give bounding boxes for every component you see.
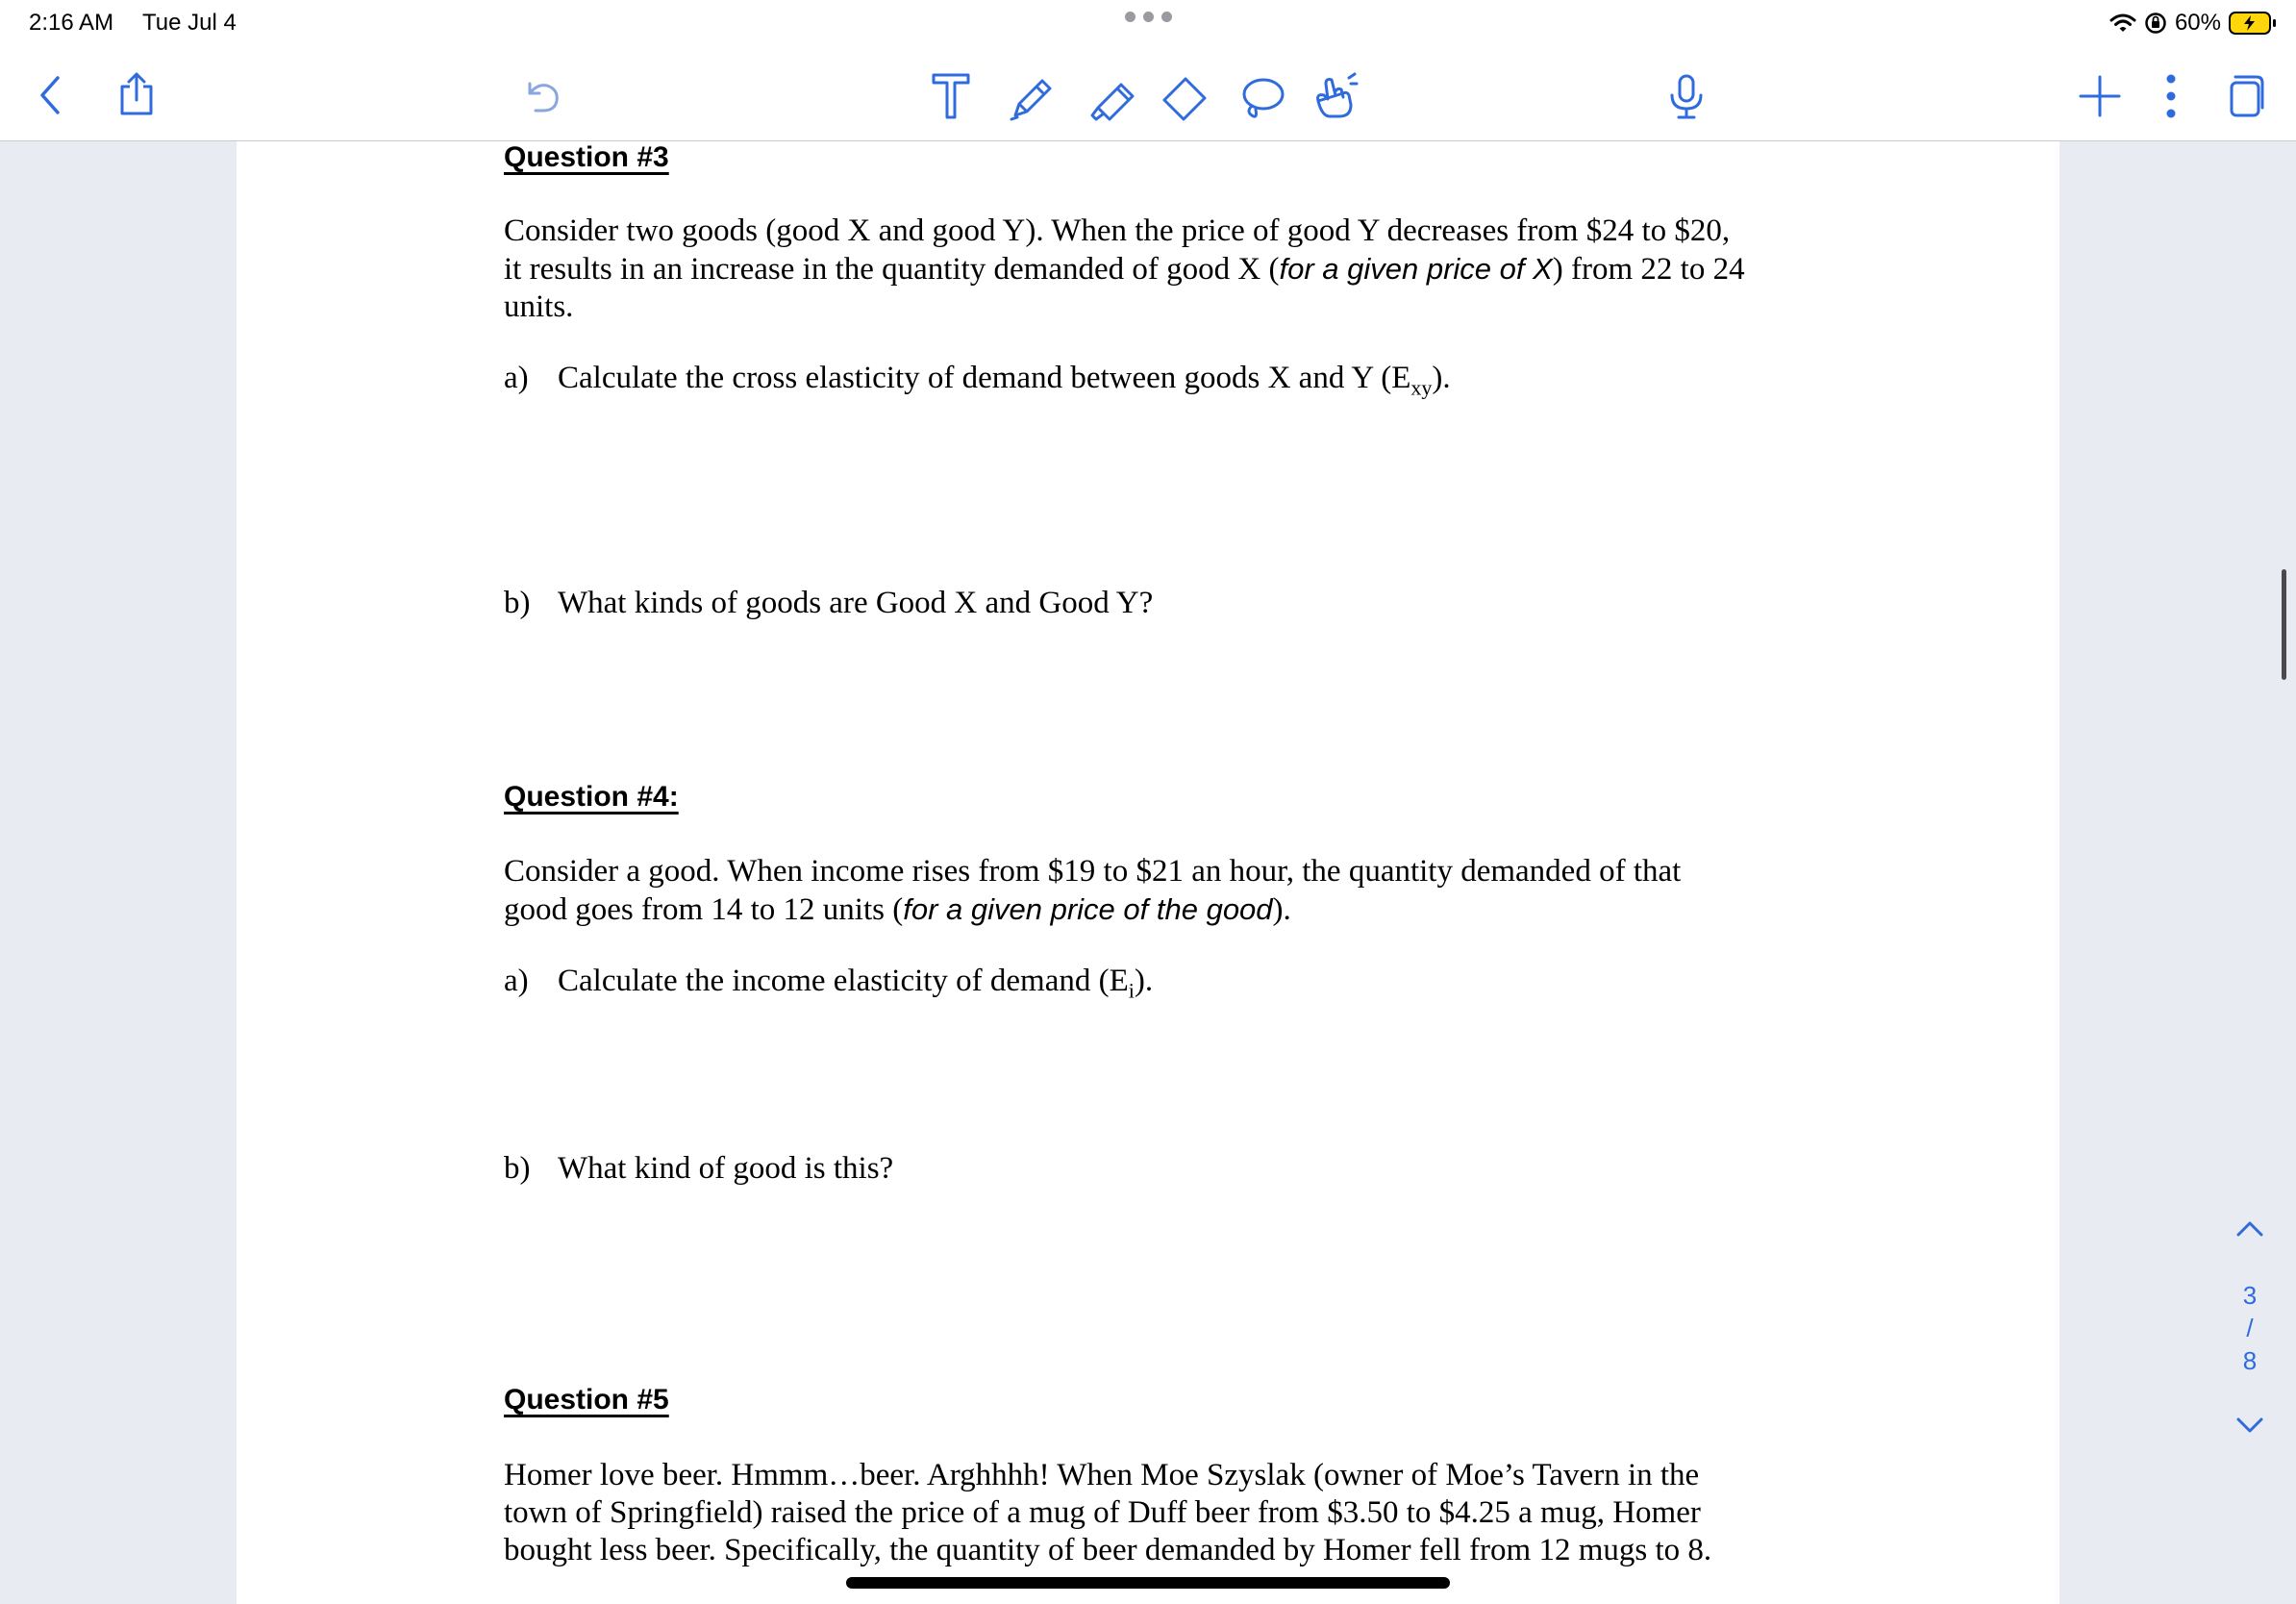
pointer-tool-button[interactable] [1308,69,1363,125]
document-content [237,141,2059,1604]
total-pages: 8 [2242,1346,2258,1375]
undo-icon [524,80,562,114]
wifi-icon [2109,13,2136,34]
status-date: Tue Jul 4 [142,10,237,36]
q5-paragraph [504,1457,1850,1569]
q3-line-2: it results in an increase in the quantity demanded of good X (for a given price of X) from 22 to 24 [504,252,1745,287]
q5-heading: Question #5 [504,1384,669,1416]
page-separator: / [2246,1314,2254,1342]
undo-button[interactable] [519,73,567,121]
scroll-indicator[interactable] [2282,569,2286,680]
back-button[interactable] [27,71,75,119]
pen-icon [1008,73,1058,123]
next-page-icon[interactable] [2236,1417,2263,1435]
q3-line-1: Consider two goods (good X and good Y). When the price of good Y decreases from $24 to $20, [504,213,1731,248]
microphone-icon [1667,72,1706,122]
eraser-tool-button[interactable] [1158,71,1211,125]
q4-paragraph [504,853,1850,929]
pen-tool-button[interactable] [1006,71,1060,125]
home-indicator[interactable] [846,1577,1450,1589]
orientation-lock-icon [2144,12,2167,35]
battery-charging-icon [2229,12,2271,35]
lasso-tool-button[interactable] [1235,71,1288,125]
pages-button[interactable] [2217,69,2271,123]
multitasking-dots-icon[interactable] [1125,12,1179,27]
lasso-icon [1236,73,1286,123]
q3-line-3: units. [504,289,574,324]
previous-page-icon[interactable] [2236,1219,2263,1237]
status-indicators [2109,7,2271,39]
toolbar [0,46,2296,141]
highlighter-tool-button[interactable] [1086,71,1140,125]
back-chevron-icon [37,74,65,116]
q4-part-b: b) What kind of good is this? [504,1151,894,1186]
add-icon [2078,74,2122,118]
status-bar [0,0,2296,46]
text-tool-icon [930,71,972,121]
more-vertical-icon [2165,73,2177,119]
q3-paragraph [504,213,1850,326]
q5-line-3: bought less beer. Specifically, the quantity of beer demanded by Homer fell from 12 mugs to 8. [504,1533,1712,1567]
q4-line-1: Consider a good. When income rises from $19 to $21 an hour, the quantity demanded of that [504,854,1682,889]
q5-line-1: Homer love beer. Hmmm…beer. Arghhhh! When Moe Szyslak (owner of Moe’s Tavern in the [504,1458,1700,1492]
highlighter-icon [1088,73,1138,123]
q3-part-a: a) Calculate the cross elasticity of demand between goods X and Y $(E_{xy})$. [504,361,1451,400]
q5-line-2: town of Springfield) raised the price of a mug of Duff beer from $3.50 to $4.25 a mug, Homer [504,1495,1701,1530]
q4-heading: Question #4: [504,781,679,813]
q3-heading: Question #3 [504,141,669,173]
more-button[interactable] [2152,69,2190,123]
eraser-icon [1159,73,1210,123]
hand-pointer-icon [1310,72,1360,122]
text-tool-button[interactable] [925,69,977,123]
page-navigator [2231,1219,2269,1439]
q3-part-b: b) What kinds of goods are Good X and Good Y? [504,586,1154,620]
q4-part-a: a) Calculate the income elasticity of demand $(E_i)$. [504,964,1154,1003]
q4-line-2: good goes from 14 to 12 units (for a given price of the good). [504,892,1291,927]
microphone-button[interactable] [1660,69,1713,125]
add-button[interactable] [2073,69,2127,123]
status-time: 2:16 AM [29,10,114,36]
current-page-number: 3 [2242,1281,2258,1310]
share-icon [117,71,156,117]
share-button[interactable] [110,67,163,121]
document-page[interactable] [237,141,2059,1604]
battery-percent: 60% [2174,10,2221,36]
pages-icon [2224,73,2264,119]
